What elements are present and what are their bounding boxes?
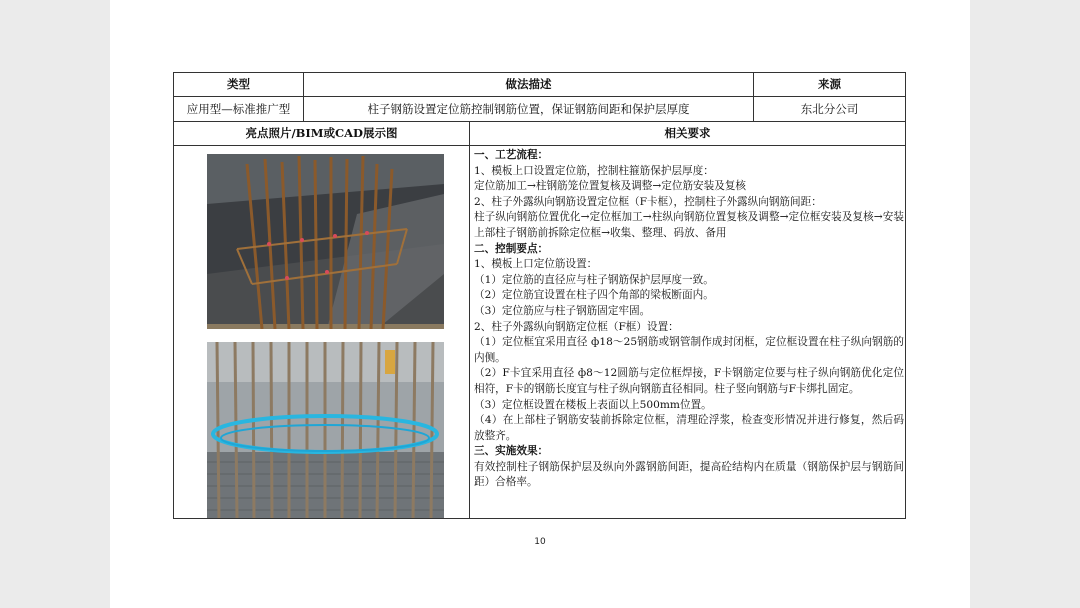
header-requirements: 相关要求 — [470, 122, 906, 146]
document-page — [110, 0, 970, 608]
requirements-list — [474, 148, 904, 491]
rebar-column-formwork-icon — [207, 154, 444, 329]
rebar-cage-blue-tie-icon — [207, 342, 444, 519]
requirements-line: （3）定位框设置在楼板上表面以上500mm位置。 — [474, 398, 712, 411]
source-value: 东北分公司 — [754, 97, 906, 122]
requirements-line: 柱子纵向钢筋位置优化→定位框加工→柱纵向钢筋位置复核及调整→定位框安装及复核→安装上部柱子钢筋前拆除定位框→收集、整理、码放、备用 — [474, 211, 904, 239]
rebar-column-formwork-photo — [207, 154, 444, 329]
method-table — [173, 72, 906, 519]
requirements-line: （4）在上部柱子钢筋安装前拆除定位框，清理砼浮浆，检查变形情况并进行修复，然后码放整齐。 — [474, 414, 904, 442]
rebar-cage-blue-tie-photo — [207, 342, 444, 519]
requirements-line: 1、模板上口定位筋设置： — [474, 258, 598, 271]
requirements-line: 有效控制柱子钢筋保护层及纵向外露钢筋间距，提高砼结构内在质量（钢筋保护层与钢筋间距）合格率。 — [474, 460, 904, 489]
requirements-line: 2、柱子外露纵向钢筋定位框（F框）设置： — [474, 320, 679, 333]
requirements-cell — [470, 146, 906, 519]
requirements-line: 定位筋加工→柱钢筋笼位置复核及调整→定位筋安装及复核 — [474, 180, 747, 193]
header-type: 类型 — [174, 73, 304, 97]
type-value: 应用型—标准推广型 — [174, 97, 304, 122]
requirements-line: （2）定位筋宜设置在柱子四个角部的梁板断面内。 — [474, 289, 714, 302]
requirements-line: （1）定位框宜采用直径 ф18～25钢筋或钢管制作成封闭框，定位框设置在柱子纵向钢筋的内侧。 — [474, 336, 904, 364]
requirements-section-heading: 三、实施效果： — [474, 445, 549, 458]
requirements-section-heading: 二、控制要点： — [474, 242, 549, 255]
header-method: 做法描述 — [304, 73, 754, 97]
images-cell — [174, 146, 470, 519]
requirements-line: 1、模板上口设置定位筋，控制柱箍筋保护层厚度： — [474, 164, 714, 177]
page-number: 10 — [534, 537, 546, 547]
requirements-line: （1）定位筋的直径应与柱子钢筋保护层厚度一致。 — [474, 273, 714, 286]
requirements-line: （2）F卡宜采用直径 ф8～12圆筋与定位框焊接，F卡钢筋定位要与柱子纵向钢筋优化定位相符，F卡的钢筋长度宜与柱子纵向钢筋直径相同。柱子竖向钢筋与F卡绑扎固定。 — [474, 367, 904, 395]
requirements-line: 2、柱子外露纵向钢筋设置定位框（F卡框），控制柱子外露纵向钢筋间距： — [474, 195, 822, 208]
header-images: 亮点照片/BIM或CAD展示图 — [174, 122, 470, 146]
requirements-section-heading: 一、工艺流程： — [474, 149, 549, 161]
method-value: 柱子钢筋设置定位筋控制钢筋位置，保证钢筋间距和保护层厚度 — [304, 97, 754, 122]
requirements-line: （3）定位筋应与柱子钢筋固定牢固。 — [474, 304, 651, 317]
header-source: 来源 — [754, 73, 906, 97]
